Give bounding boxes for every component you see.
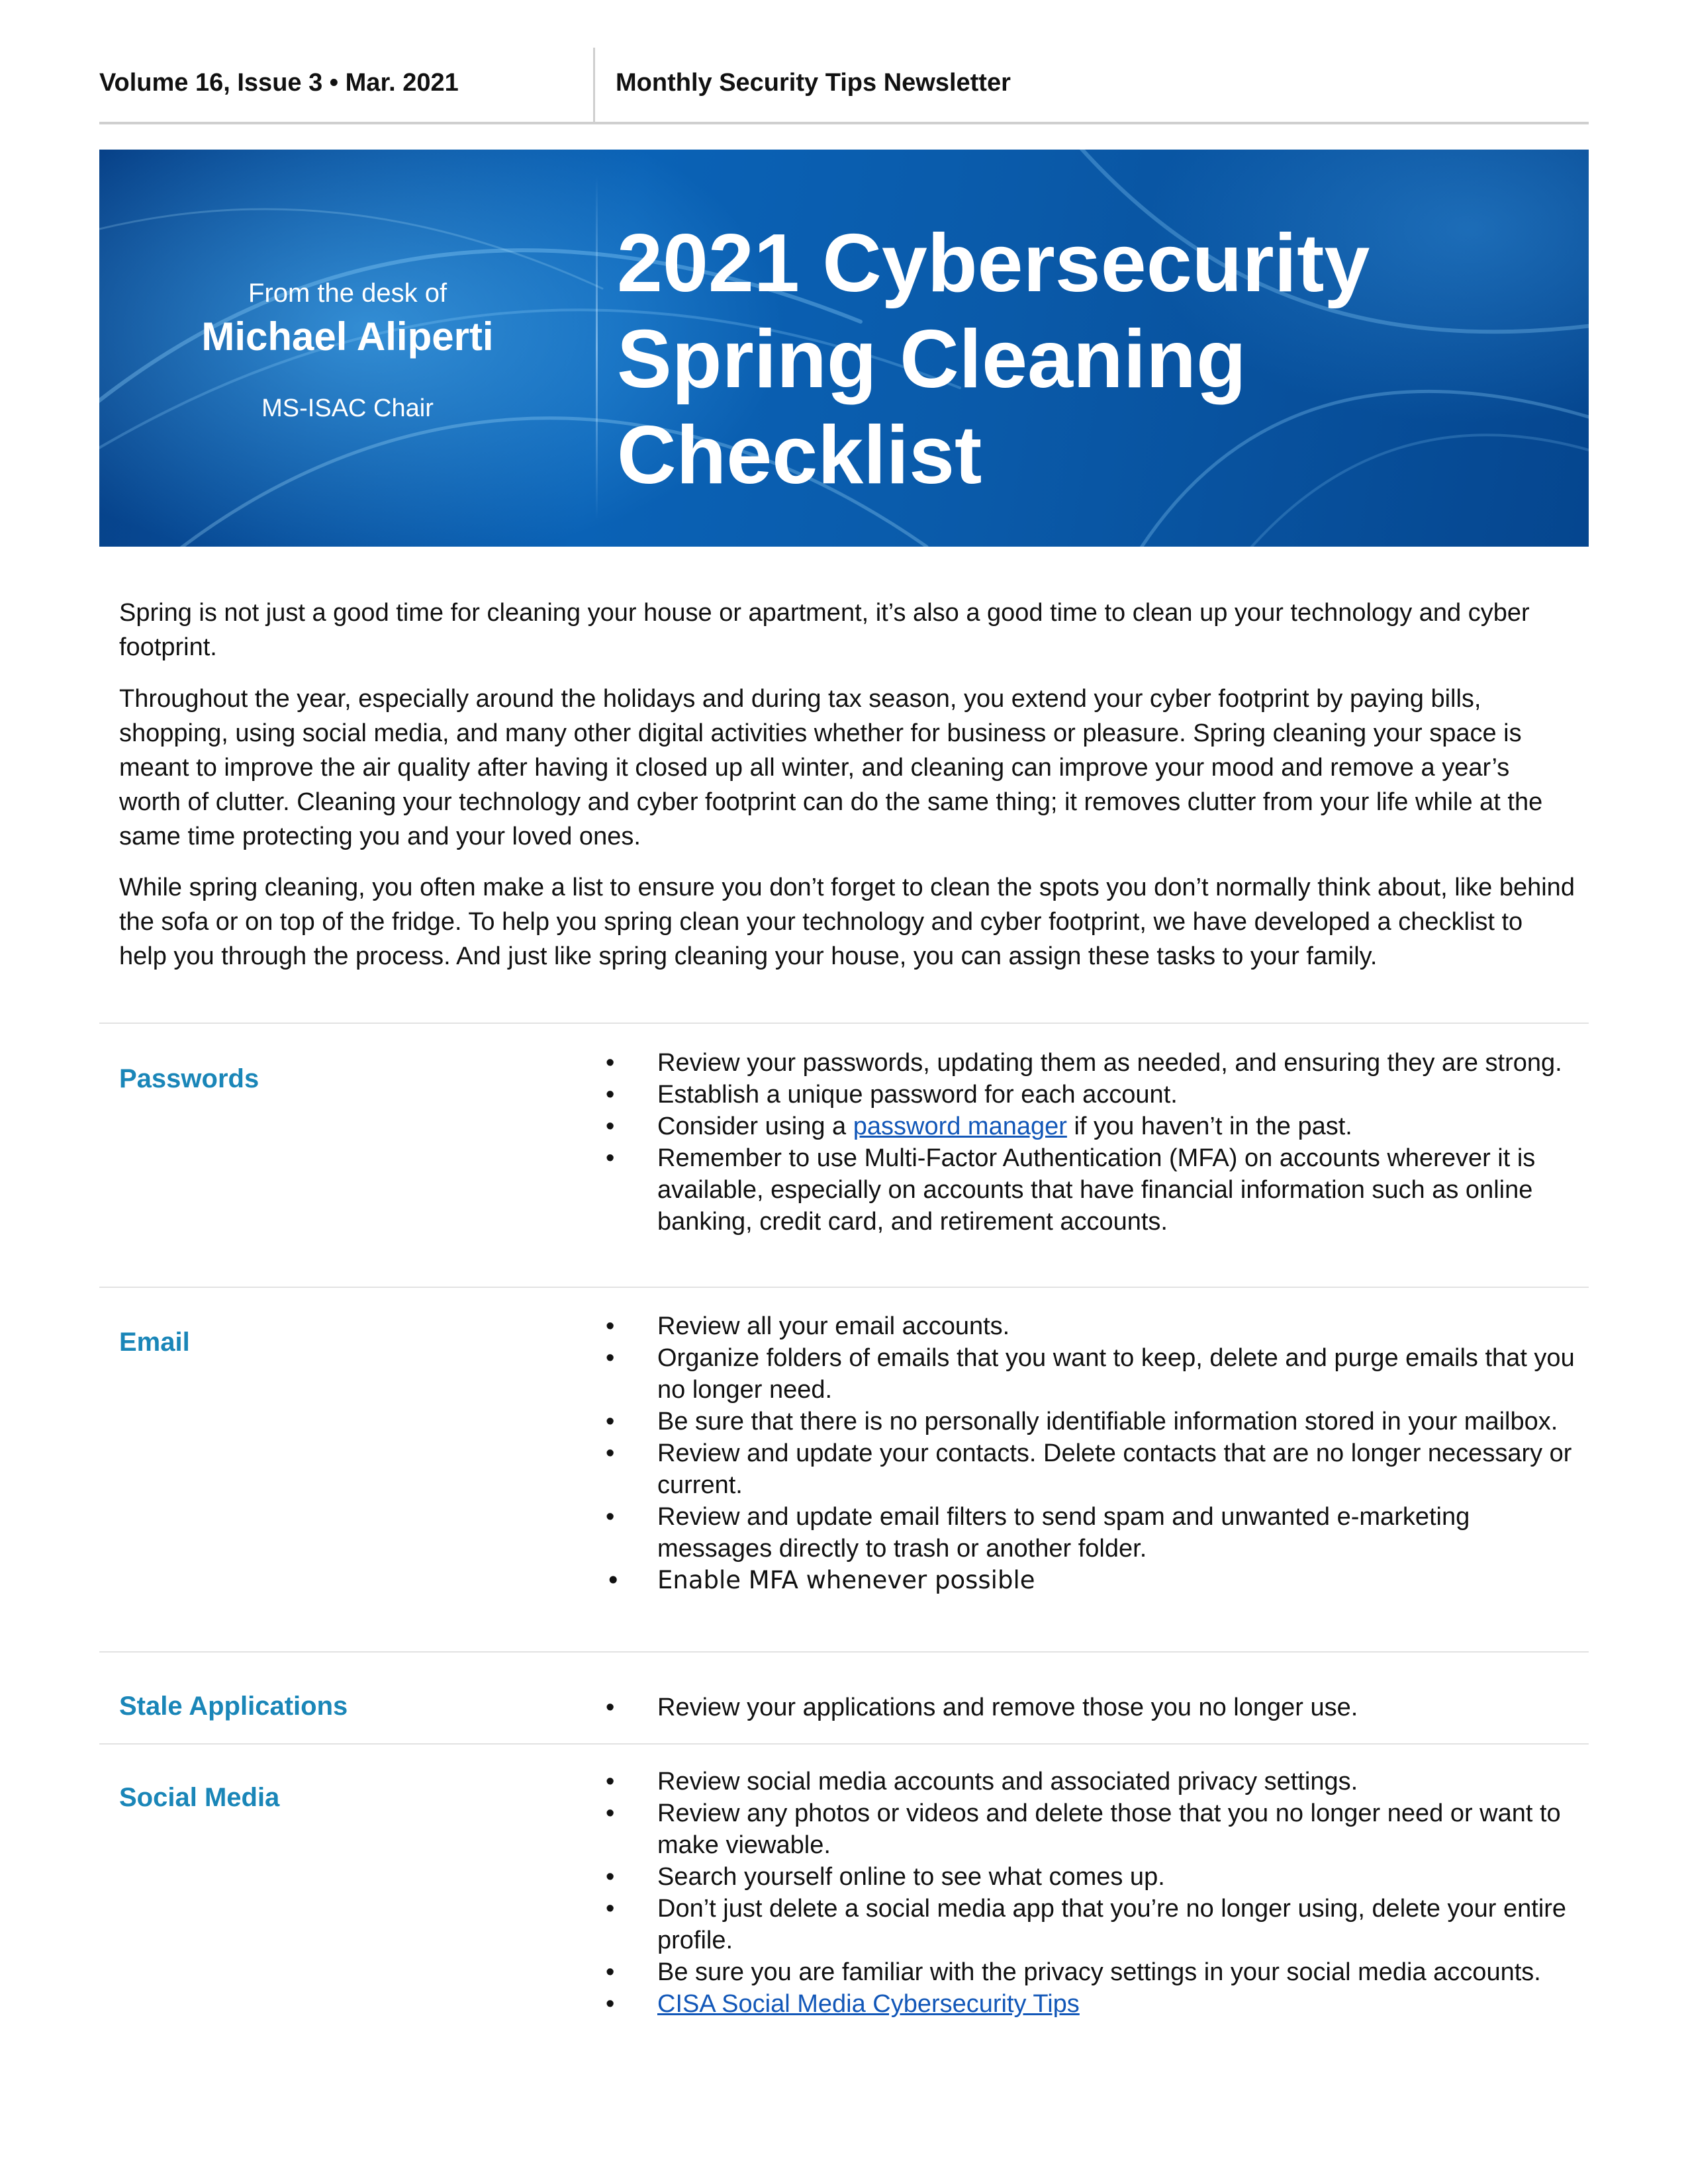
list-item: • Review and update email filters to send spam and unwanted e-marketing messages directly to trash or another folder. xyxy=(606,1501,1579,1565)
category-passwords: Passwords xyxy=(119,1064,259,1093)
newsletter-name: Monthly Security Tips Newsletter xyxy=(616,69,1011,97)
list-item: • Review your passwords, updating them as needed, and ensuring they are strong. xyxy=(606,1047,1579,1079)
issue-info: Volume 16, Issue 3 • Mar. 2021 xyxy=(99,69,459,97)
list-item: • Don’t just delete a social media app that you’re no longer using, delete your entire profile. xyxy=(606,1893,1579,1956)
email-list xyxy=(606,1310,1579,1596)
list-item: • Be sure you are familiar with the privacy settings in your social media accounts. xyxy=(606,1956,1579,1988)
list-item xyxy=(606,1111,1579,1142)
category-email: Email xyxy=(119,1328,190,1357)
author-role: MS-ISAC Chair xyxy=(261,394,434,422)
list-item xyxy=(606,1988,1579,2020)
intro-paragraph-3: While spring cleaning, you often make a list to ensure you don’t forget to clean the spots you don’t normally think about, like behind the sofa or on top of the fridge. To help you spring clean your technology and cyber footprint, we have developed a checklist to help you through the process. And just like spring cleaning your house, you can assign these tasks to your family. xyxy=(119,874,1575,970)
list-item: • Organize folders of emails that you want to keep, delete and purge emails that you no longer need. xyxy=(606,1342,1579,1406)
header-divider xyxy=(593,48,595,122)
table-divider xyxy=(99,1023,1589,1024)
list-item: • Establish a unique password for each account. xyxy=(606,1079,1579,1111)
hero-banner xyxy=(99,150,1589,547)
list-item: • Review social media accounts and associated privacy settings. xyxy=(606,1766,1579,1797)
table-divider xyxy=(99,1287,1589,1288)
banner-title xyxy=(617,216,1544,504)
passwords-list xyxy=(606,1047,1579,1238)
banner-divider xyxy=(596,176,598,520)
list-item-text: Consider using a xyxy=(657,1113,853,1140)
list-item: • Search yourself online to see what comes up. xyxy=(606,1861,1579,1893)
intro-paragraph-2: Throughout the year, especially around the holidays and during tax season, you extend your cyber footprint by paying bills, shopping, using social media, and many other digital activities whether for business or pleasure. Spring cleaning your space is meant to improve the air quality after having it closed up all winter, and cleaning can improve your mood and remove a year’s worth of clutter. Cleaning your technology and cyber footprint can do the same thing; it removes clutter from your life while at the same time protecting you and your loved ones. xyxy=(119,685,1543,850)
social-media-list xyxy=(606,1766,1579,2020)
list-item: • Review all your email accounts. xyxy=(606,1310,1579,1342)
stale-applications-list xyxy=(606,1692,1579,1723)
list-item: • Enable MFA whenever possible xyxy=(606,1565,1579,1596)
intro-paragraph-1: Spring is not just a good time for cleaning your house or apartment, it’s also a good time to clean up your technology and cyber footprint. xyxy=(119,599,1530,661)
table-divider xyxy=(99,1743,1589,1745)
banner-title-line-3: Checklist xyxy=(617,410,982,501)
category-stale-applications: Stale Applications xyxy=(119,1692,348,1721)
list-item: • Review your applications and remove those you no longer use. xyxy=(606,1692,1579,1723)
table-divider xyxy=(99,1651,1589,1653)
desk-from: From the desk of xyxy=(248,279,447,308)
banner-title-line-1: 2021 Cybersecurity xyxy=(617,218,1370,309)
list-item: • Remember to use Multi-Factor Authentication (MFA) on accounts wherever it is available, especially on accounts that have financial information such as online banking, credit card, and retirement accounts. xyxy=(606,1142,1579,1238)
list-item-text: if you haven’t in the past. xyxy=(1066,1113,1352,1140)
list-item: • Be sure that there is no personally identifiable information stored in your mailbox. xyxy=(606,1406,1579,1437)
category-social-media: Social Media xyxy=(119,1783,280,1812)
banner-title-line-2: Spring Cleaning xyxy=(617,314,1246,405)
list-item: • Review and update your contacts. Delete contacts that are no longer necessary or current. xyxy=(606,1437,1579,1501)
cisa-social-media-tips-link[interactable]: CISA Social Media Cybersecurity Tips xyxy=(657,1990,1080,2018)
author-name: Michael Aliperti xyxy=(201,314,494,359)
newsletter-header xyxy=(99,48,1589,124)
list-item: • Review any photos or videos and delete those that you no longer need or want to make viewable. xyxy=(606,1797,1579,1861)
password-manager-link[interactable]: password manager xyxy=(853,1113,1067,1140)
